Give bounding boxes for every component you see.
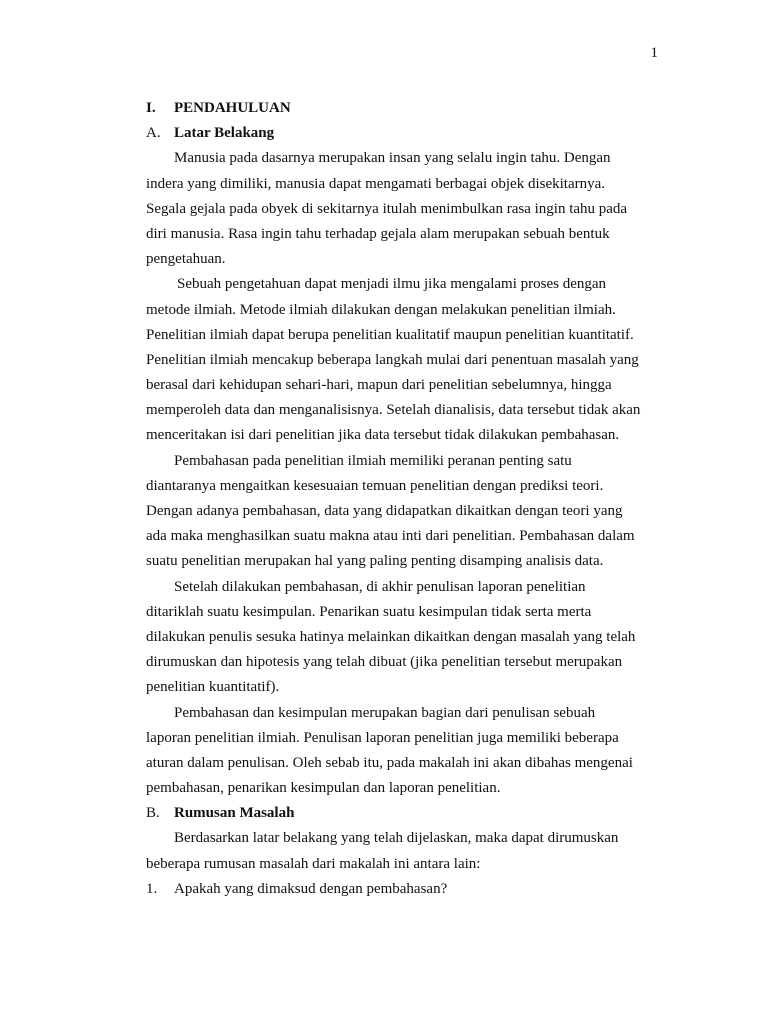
paragraph-line: laporan penelitian ilmiah. Penulisan laporan penelitian juga memiliki beberapa (146, 729, 619, 746)
list-item-marker: 1. (146, 880, 158, 897)
paragraph-line: Berdasarkan latar belakang yang telah dijelaskan, maka dapat dirumuskan (174, 830, 619, 847)
paragraph-line: ada maka menghasilkan suatu makna atau inti dari penelitian. Pembahasan dalam (146, 528, 635, 545)
paragraph-line: Pembahasan dan kesimpulan merupakan bagian dari penulisan sebuah (174, 704, 596, 721)
paragraph-line: pengetahuan. (146, 251, 226, 268)
list-item-text: Apakah yang dimaksud dengan pembahasan? (174, 880, 448, 897)
paragraph-line: indera yang dimiliki, manusia dapat mengamati berbagai objek disekitarnya. (146, 175, 606, 192)
paragraph-5 (146, 701, 666, 802)
paragraph-line: pembahasan, penarikan kesimpulan dan laporan penelitian. (146, 780, 501, 797)
section-b-heading (146, 801, 666, 826)
section-a-marker: A. (146, 125, 161, 142)
paragraph-line: metode ilmiah. Metode ilmiah dilakukan dengan melakukan penelitian ilmiah. (146, 301, 616, 318)
paragraph-line: dilakukan penulis sesuka hatinya melainkan dikaitkan dengan masalah yang telah (146, 628, 636, 645)
paragraph-line: Dengan adanya pembahasan, data yang didapatkan dikaitkan dengan teori yang (146, 503, 623, 519)
paragraph-line: Penelitian ilmiah mencakup beberapa langkah mulai dari penentuan masalah yang (146, 351, 639, 368)
section-a-title: Latar Belakang (174, 125, 275, 142)
paragraph-line: berasal dari kehidupan sehari-hari, mapun dari penelitian sebelumnya, hingga (146, 377, 612, 394)
document-body (146, 96, 666, 902)
paragraph-line: diantaranya mengaitkan kesesuaian temuan penelitian dengan prediksi teori. (146, 477, 604, 494)
paragraph-line: memperoleh data dan menganalisisnya. Setelah dianalisis, data tersebut tidak akan (146, 402, 641, 419)
paragraph-1 (146, 146, 666, 272)
paragraph-line: beberapa rumusan masalah dari makalah ini antara lain: (146, 855, 481, 872)
paragraph-line: Penelitian ilmiah dapat berupa penelitian kualitatif maupun penelitian kuantitatif. (146, 326, 634, 343)
paragraph-6 (146, 826, 666, 876)
paragraph-line: Setelah dilakukan pembahasan, di akhir penulisan laporan penelitian (174, 578, 586, 595)
paragraph-line: Sebuah pengetahuan dapat menjadi ilmu jika mengalami proses dengan (177, 276, 607, 293)
paragraph-4 (146, 575, 666, 701)
list-item (146, 877, 666, 902)
page-number: 1 (650, 45, 658, 61)
paragraph-line: suatu penelitian merupakan hal yang paling penting disamping analisis data. (146, 553, 604, 570)
section-b-marker: B. (146, 805, 160, 822)
chapter-marker: I. (146, 100, 156, 116)
paragraph-line: penelitian kuantitatif). (146, 679, 280, 696)
paragraph-line: dirumuskan dan hipotesis yang telah dibuat (jika penelitian tersebut merupakan (146, 654, 623, 671)
paragraph-line: Manusia pada dasarnya merupakan insan yang selalu ingin tahu. Dengan (174, 150, 611, 167)
paragraph-3 (146, 449, 666, 575)
section-a-heading (146, 121, 666, 146)
paragraph-2 (146, 272, 666, 448)
section-b-title: Rumusan Masalah (174, 805, 295, 822)
paragraph-line: menceritakan isi dari penelitian jika data tersebut tidak dilakukan pembahasan. (146, 427, 620, 444)
paragraph-line: diri manusia. Rasa ingin tahu terhadap gejala alam merupakan sebuah bentuk (146, 225, 610, 242)
paragraph-line: Pembahasan pada penelitian ilmiah memiliki peranan penting satu (174, 452, 572, 469)
paragraph-line: ditariklah suatu kesimpulan. Penarikan suatu kesimpulan tidak serta merta (146, 603, 592, 620)
paragraph-line: aturan dalam penulisan. Oleh sebab itu, pada makalah ini akan dibahas mengenai (146, 754, 633, 771)
chapter-title: PENDAHULUAN (174, 100, 291, 116)
paragraph-line: Segala gejala pada obyek di sekitarnya itulah menimbulkan rasa ingin tahu pada (146, 200, 628, 217)
chapter-heading (146, 96, 666, 121)
